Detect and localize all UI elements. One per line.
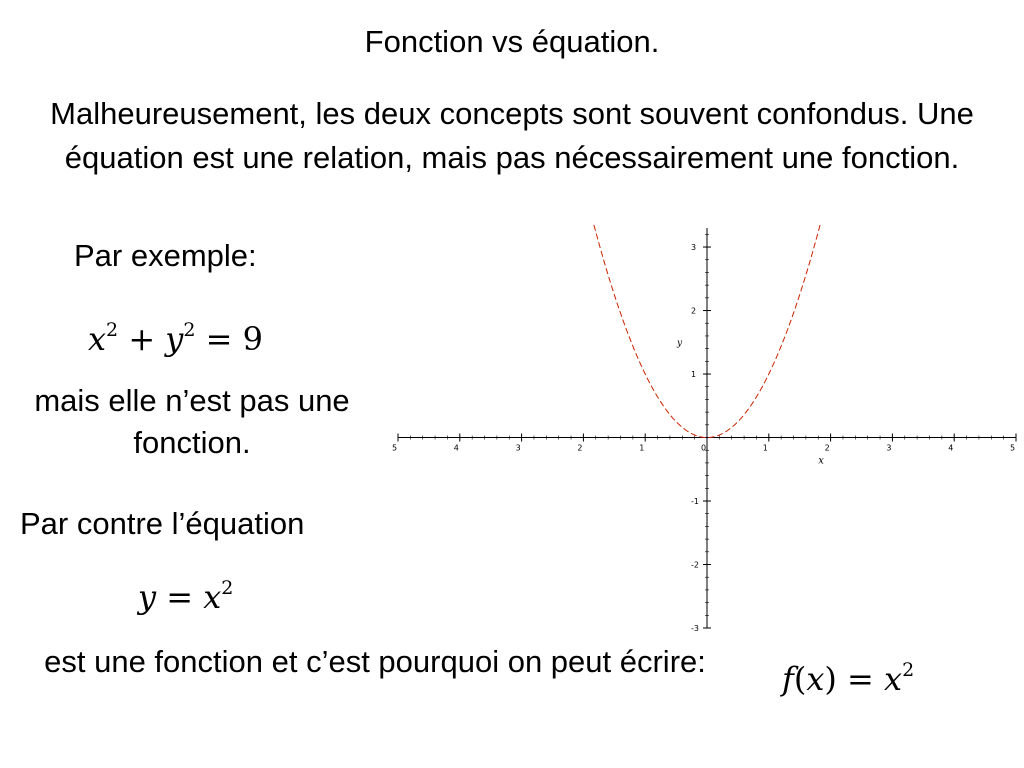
eq-parabola-y: y <box>138 578 157 616</box>
eq-func-open-paren: ( <box>793 660 807 698</box>
x-tick-label: 4 <box>948 443 954 453</box>
eq-parabola-exp: 2 <box>221 577 234 599</box>
x-tick-label: 4 <box>453 443 459 453</box>
x-axis-label: x <box>818 455 824 467</box>
eq-func-x2: x <box>884 660 903 698</box>
eq-parabola-x: x <box>203 578 222 616</box>
parabola-graph <box>392 224 1022 634</box>
x-tick-label: 5 <box>392 443 398 453</box>
eq-circle-y: y <box>165 320 184 358</box>
x-tick-label: 2 <box>824 443 830 453</box>
eq-parabola-equals: = <box>166 578 194 616</box>
y-tick-label: 2 <box>691 306 697 316</box>
slide-title: Fonction vs équation. <box>364 24 660 59</box>
example-label: Par exemple: <box>74 238 257 273</box>
x-tick-label: 0 <box>701 443 707 453</box>
intro-paragraph: Malheureusement, les deux concepts sont souvent confondus. Une équation est une relation, mais pas nécessairement une fonction. <box>50 96 974 175</box>
x-tick-label: 2 <box>577 443 583 453</box>
eq-circle-rhs: 9 <box>242 320 263 358</box>
conclusion-text: est une fonction et c’est pourquoi on peut écrire: <box>44 644 706 679</box>
contrast-text: Par contre l’équation <box>20 506 305 541</box>
eq-func-exp: 2 <box>902 659 915 681</box>
function-notation-equation <box>782 660 914 698</box>
y-axis-label: y <box>677 338 683 349</box>
y-tick-label: -3 <box>691 624 699 633</box>
y-tick-label: -1 <box>691 497 699 507</box>
parabola-equation <box>138 578 233 616</box>
eq-circle-equals: = <box>205 320 233 358</box>
x-tick-label: 1 <box>639 443 645 453</box>
eq-circle-x: x <box>88 320 107 358</box>
eq-func-close-paren: ) <box>824 660 837 698</box>
x-tick-label: 1 <box>762 443 768 453</box>
x-tick-label: 3 <box>515 443 521 453</box>
eq-func-f: f <box>782 660 794 698</box>
eq-circle-exp1: 2 <box>106 319 119 341</box>
eq-circle-plus: + <box>128 320 156 358</box>
y-tick-label: 1 <box>691 370 697 380</box>
circle-equation <box>88 320 263 358</box>
eq-func-equals: = <box>847 660 874 698</box>
y-tick-label: -2 <box>691 560 699 570</box>
eq-circle-exp2: 2 <box>183 319 196 341</box>
x-tick-label: 5 <box>1010 443 1016 453</box>
y-tick-label: 3 <box>691 243 697 253</box>
eq-func-x: x <box>806 660 825 698</box>
x-tick-label: 3 <box>886 443 892 453</box>
not-function-text: mais elle n’est pas une fonction. <box>34 383 350 460</box>
